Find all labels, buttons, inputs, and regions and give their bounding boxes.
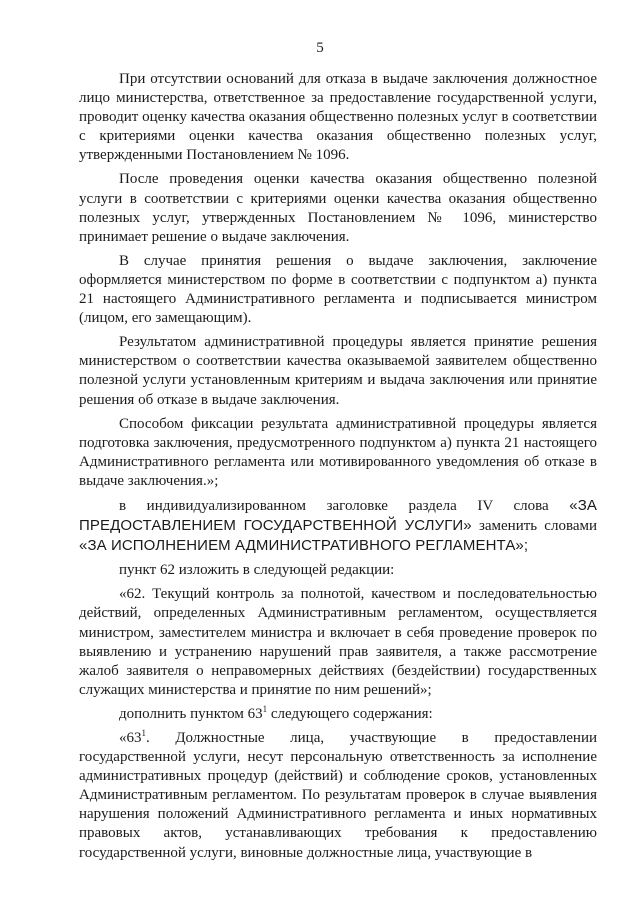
- paragraph: После проведения оценки качества оказания общественно полезной услуги в соответствии с критериями оценки качества оказания общественно полезных услуг, утвержденных Постановлением № 1096, министерство принимает решение о выдаче заключения.: [79, 171, 597, 245]
- item62-intro: пункт 62 изложить в следующей редакции:: [119, 562, 395, 579]
- item63-intro: [79, 705, 597, 724]
- paragraph: Способом фиксации результата административной процедуры является подготовка заключения, предусмотренного подпунктом а) пункта 21 настоящего Административного регламента или мотивированного уведомления об отказе в выдаче заключения.»;: [79, 415, 597, 489]
- document-body: [79, 70, 597, 863]
- paragraph: В случае принятия решения о выдаче заключения, заключение оформляется министерством по форме в соответствии с подпунктом а) пункта 21 настоящего Административного регламента и подписывается министром (лицом, его замещающим).: [79, 252, 597, 327]
- item63-intro-superscript: 1: [262, 703, 268, 714]
- paragraph: При отсутствии оснований для отказа в выдаче заключения должностное лицо министерства, ответственное за предоставление государственной услуги, проводит оценку качества оказания общественно полезных услуг в соответствии с критериями оценки качества оказания общественно полезных услуг, утвержденными Постановлением № 1096.: [79, 71, 597, 164]
- item63-number-superscript: 1: [141, 728, 146, 738]
- item63-body: . Должностные лица, участвующие в предоставлении государственной услуги, несут персональную ответственность за исполнение административных процедур (действий) и соблюдение сроков, установленных Административным регламентом. По результатам проверок в случае выявления нарушения положений Административного регламента и иных нормативных правовых актов, устанавливающих требования к предоставлению государственной услуги, виновные должностные лица, участвующие в: [79, 730, 597, 861]
- item63-number: «63: [119, 730, 142, 746]
- amendment-heading-paragraph: [79, 496, 597, 556]
- new-section-title: «ЗА ИСПОЛНЕНИЕМ АДМИНИСТРАТИВНОГО РЕГЛАМЕНТА»;: [79, 537, 529, 555]
- paragraph: Результатом административной процедуры является принятие решения министерством о соответствии качества оказываемой заявителем общественно полезной услуги установленным критериям и выдача заключения или принятие решения об отказе в выдаче заключения.: [79, 334, 597, 408]
- item63-intro-text: дополнить пунктом 63: [119, 705, 263, 722]
- page-number: 5: [316, 40, 324, 56]
- item62-text: «62. Текущий контроль за полнотой, качеством и последовательностью действий, определенных Административным регламентом, осуществляется министром, заместителем министра и включает в себя проведение проверок по выявлению и устранению нарушений прав заявителя, а также рассмотрение жалоб заявителя о неправомерных действиях (бездействии) государственных служащих министерства и принятие по ним решений»;: [79, 586, 597, 698]
- old-section-title: «ЗА ПРЕДОСТАВЛЕНИЕМ ГОСУДАРСТВЕННОЙ УСЛУГИ»: [79, 496, 597, 535]
- item63-text: [79, 729, 597, 863]
- item63-intro-rest: следующего содержания:: [267, 705, 433, 722]
- amendment-prefix: в индивидуализированном заголовке раздела IV слова: [119, 497, 549, 514]
- amendment-middle: заменить словами: [478, 518, 598, 535]
